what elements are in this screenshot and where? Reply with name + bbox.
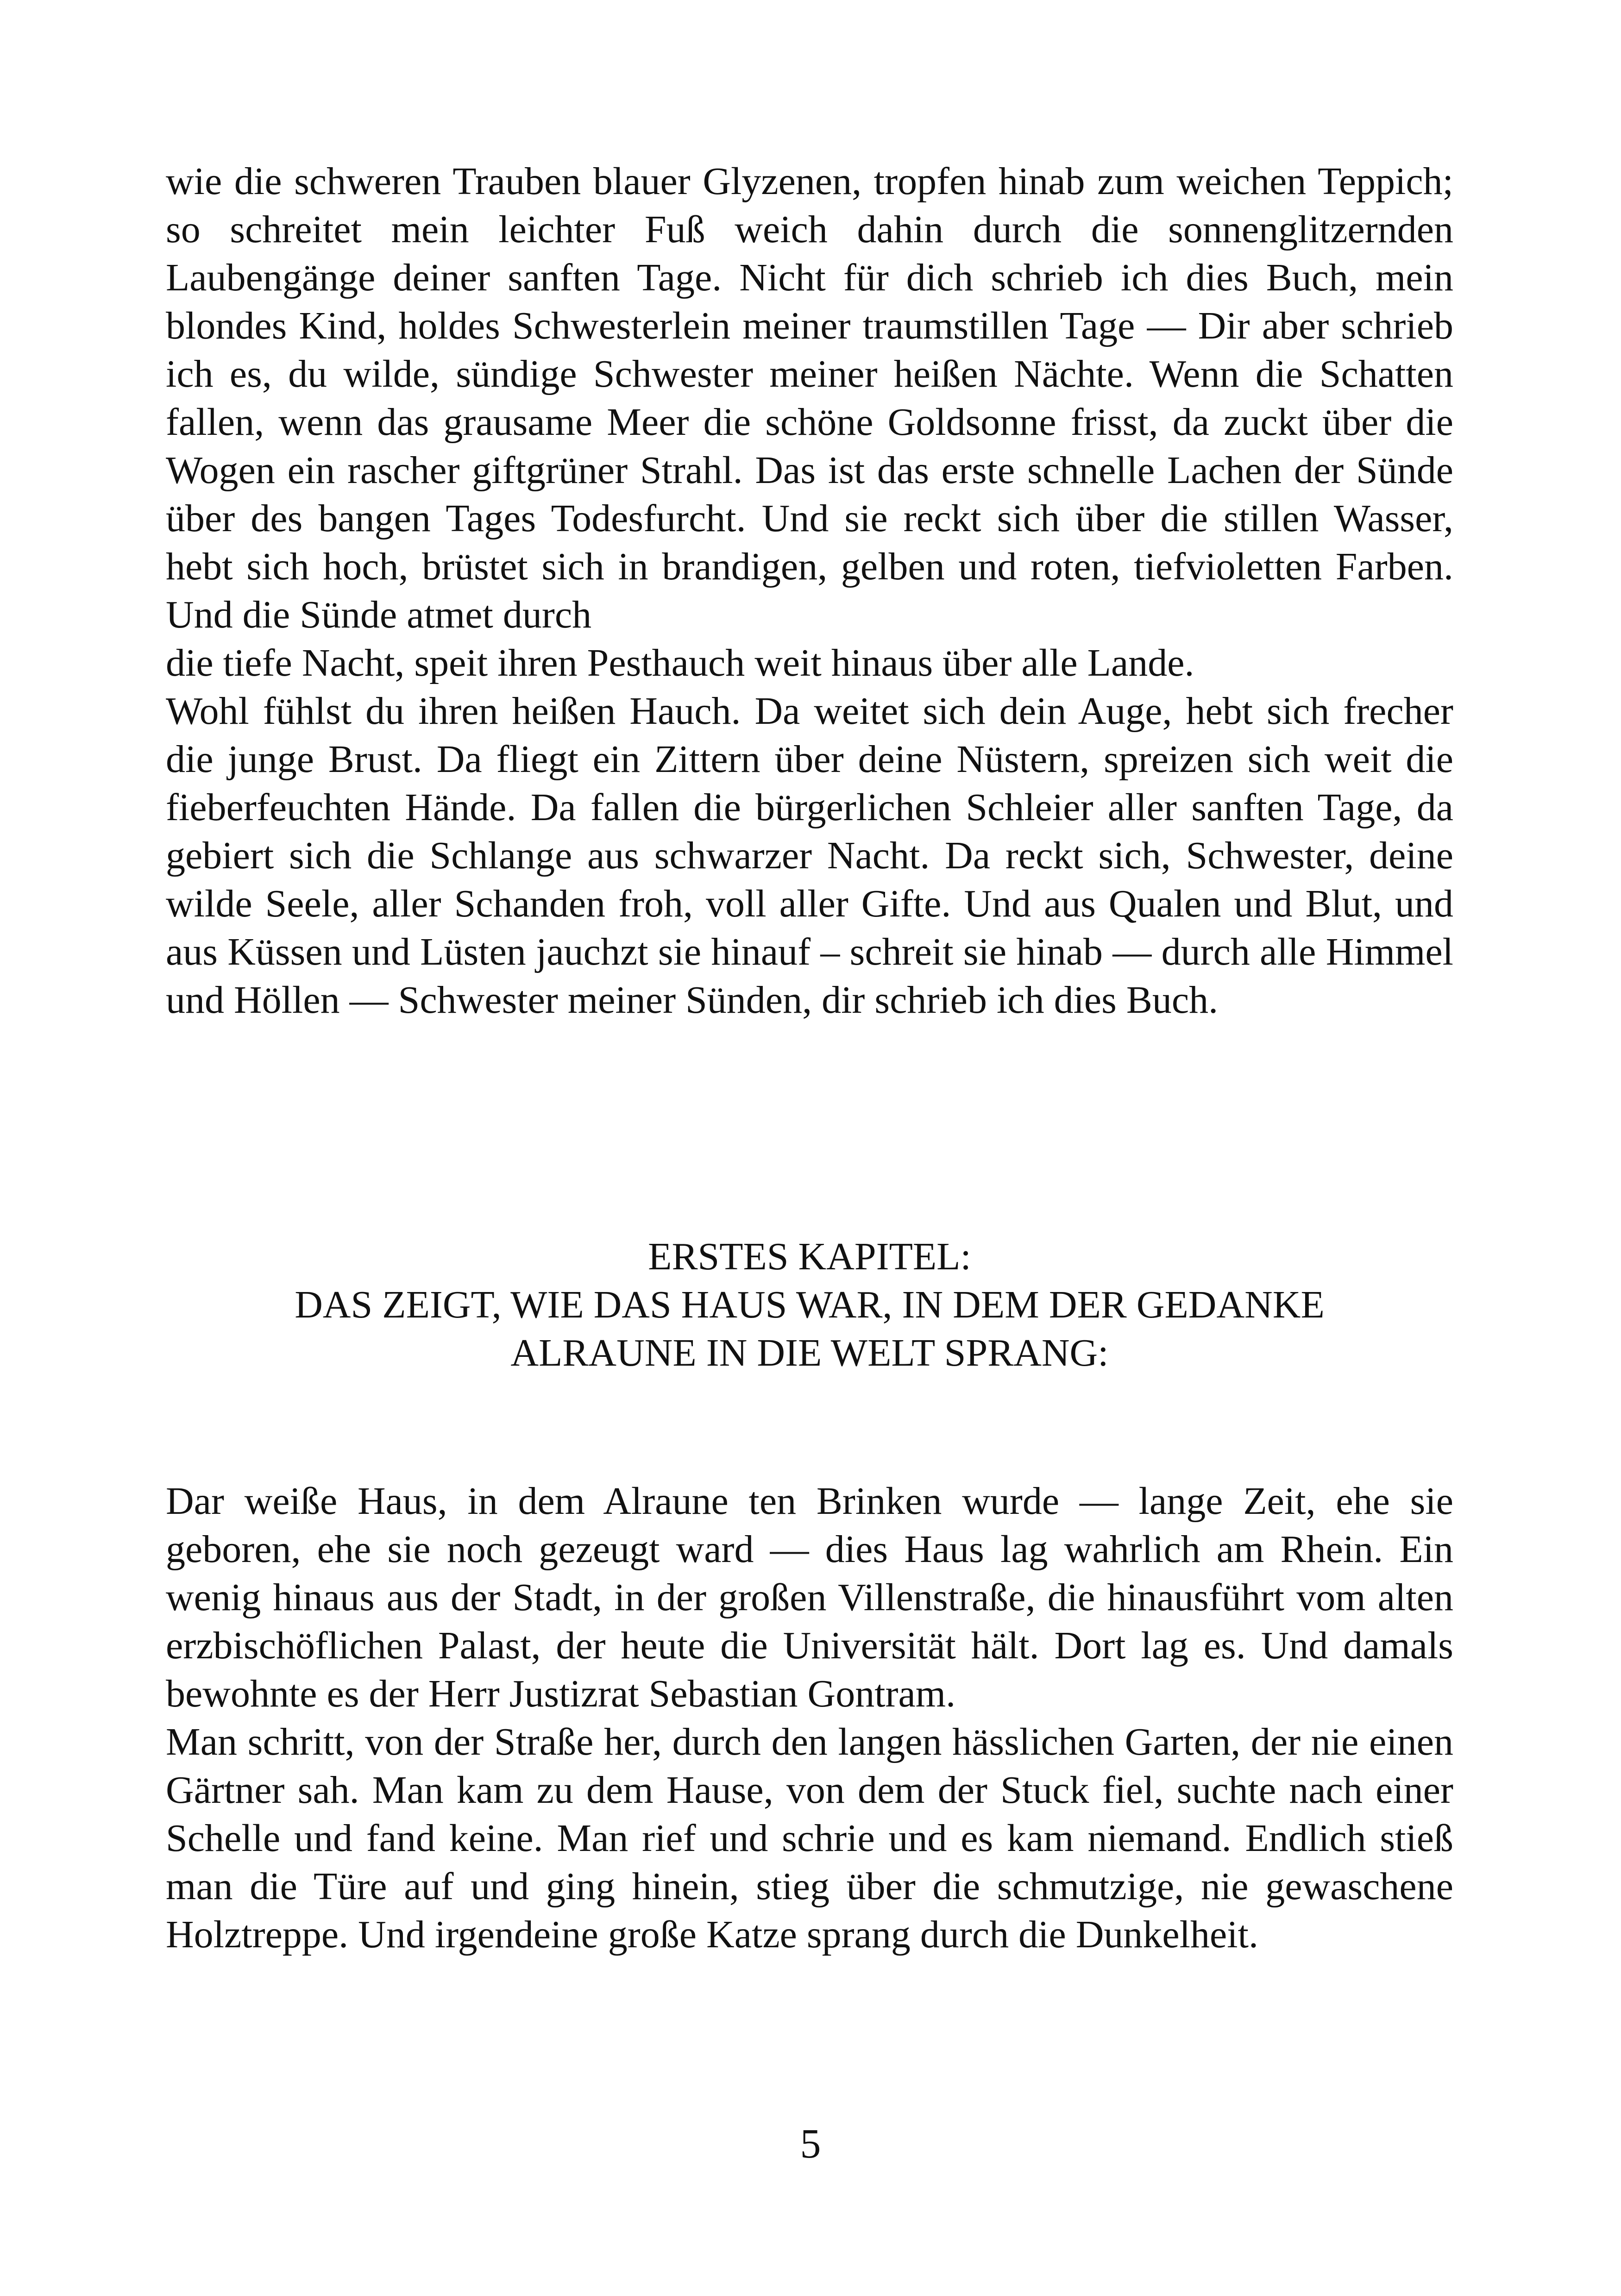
chapter-paragraph-1: Dar weiße Haus, in dem Alraune ten Brinken wurde — lange Zeit, ehe sie geboren, ehe sie noch gezeugt ward — dies Haus lag wahrlich am Rhein. Ein wenig hinaus aus der Stadt, in der großen Villenstraße, die hinausführt vom alten erzbischöflichen Palast, der heute die Universität hält. Dort lag es. Und damals bewohnte es der Herr Justizrat Sebastian Gontram. — [166, 1480, 1453, 1715]
chapter-heading-line-1: ERSTES KAPITEL: — [648, 1235, 971, 1278]
intro-paragraph-2: die tiefe Nacht, speit ihren Pesthauch weit hinaus über alle Lande. — [166, 641, 1194, 684]
page-number: 5 — [800, 2121, 821, 2167]
intro-section — [166, 157, 1453, 1024]
chapter-heading-line-2: DAS ZEIGT, WIE DAS HAUS WAR, IN DEM DER GEDANKE — [295, 1283, 1325, 1326]
chapter-text — [166, 1477, 1453, 1959]
intro-paragraph-1: wie die schweren Trauben blauer Glyzenen, tropfen hinab zum weichen Teppich; so schreitet mein leichter Fuß weich dahin durch die sonnenglitzernden Laubengänge deiner sanften Tage. Nicht für dich schrieb ich dies Buch, mein blondes Kind, holdes Schwesterlein meiner traumstillen Tage — Dir aber schrieb ich es, du wilde, sündige Schwester meiner heißen Nächte. Wenn die Schatten fallen, wenn das grausame Meer die schöne Goldsonne frisst, da zuckt über die Wogen ein rascher giftgrüner Strahl. Das ist das erste schnelle Lachen der Sünde über des bangen Tages Todesfurcht. Und sie reckt sich über die stillen Wasser, hebt sich hoch, brüstet sich in brandigen, gelben und roten, tiefvioletten Farben. Und die Sünde atmet durch — [166, 160, 1453, 636]
chapter-paragraph-2: Man schritt, von der Straße her, durch den langen hässlichen Garten, der nie einen Gärtner sah. Man kam zu dem Hause, von dem der Stuck fiel, suchte nach einer Schelle und fand keine. Man rief und schrie und es kam niemand. Endlich stieß man die Türe auf und ging hinein, stieg über die schmutzige, nie gewaschene Holztreppe. Und irgendeine große Katze sprang durch die Dunkelheit. — [166, 1720, 1453, 1956]
chapter-heading — [166, 1233, 1453, 1377]
chapter-heading-line-3: ALRAUNE IN DIE WELT SPRANG: — [510, 1331, 1109, 1374]
intro-paragraph-3: Wohl fühlst du ihren heißen Hauch. Da weitet sich dein Auge, hebt sich frecher die junge Brust. Da fliegt ein Zittern über deine Nüstern, spreizen sich weit die fieberfeuchten Hände. Da fallen die bürgerlichen Schleier aller sanften Tage, da gebiert sich die Schlange aus schwarzer Nacht. Da reckt sich, Schwester, deine wilde Seele, aller Schanden froh, voll aller Gifte. Und aus Qualen und Blut, und aus Küssen und Lüsten jauchzt sie hinauf – schreit sie hinab — durch alle Himmel und Höllen — Schwester meiner Sünden, dir schrieb ich dies Buch. — [166, 690, 1453, 1022]
